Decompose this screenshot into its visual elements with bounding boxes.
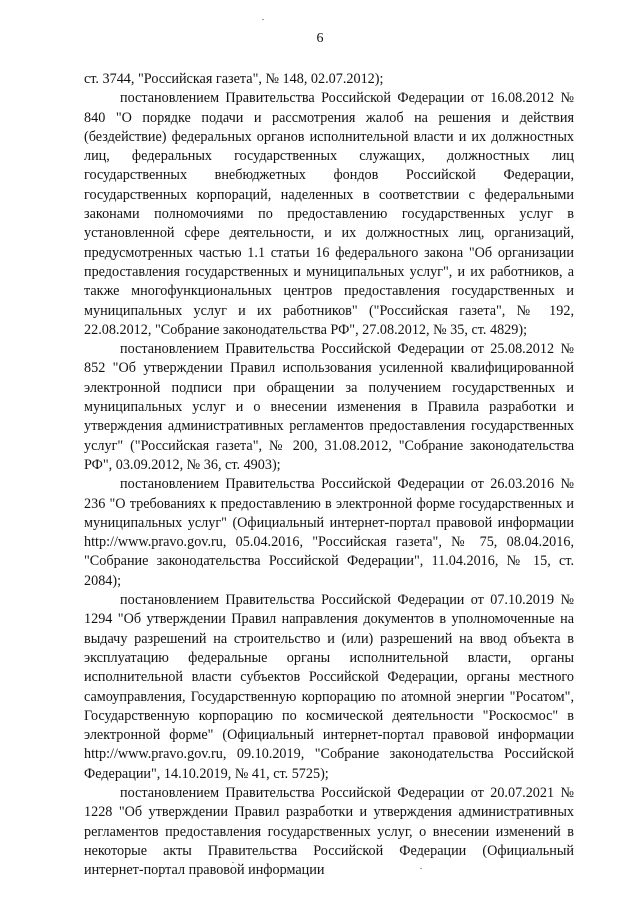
scan-speck	[262, 19, 264, 20]
document-body	[84, 70, 574, 880]
paragraph-resolution-236: постановлением Правительства Российской Федерации от 26.03.2016 № 236 "О требованиях к предоставлению в электронной форме государственных и муниципальных услуг" (Официальный интернет-портал правовой информации http://www.pravo.gov.ru, 05.04.2016, "Российская газета", № 75, 08.04.2016, "Собрание законодательства Российской Федерации", 11.04.2016, № 15, ст. 2084);	[84, 476, 574, 589]
page-number: 6	[316, 31, 324, 46]
paragraph-resolution-1228: постановлением Правительства Российской Федерации от 20.07.2021 № 1228 "Об утверждении Правил разработки и утверждения административных регламентов предоставления государственных услуг, о внесении изменений в некоторые акты Правительства Российской Федерации (Официальный интернет-портал правовой информации	[84, 784, 574, 879]
paragraph-resolution-840: постановлением Правительства Российской Федерации от 16.08.2012 № 840 "О порядке подачи и рассмотрения жалоб на решения и действия (бездействие) федеральных органов исполнительной власти и их должностных лиц, федеральных государственных служащих, должностных лиц государственных внебюджетных фондов Российской Федерации, государственных корпораций, наделенных в соответствии с федеральными законами полномочиями по предоставлению государственных услуг в установленной сфере деятельности, и их должностных лиц, организаций, предусмотренных частью 1.1 статьи 16 федерального закона "Об организации предоставления государственных и муниципальных услуг", и их работников, а также многофункциональных центров предоставления государственных и муниципальных услуг и их работников" ("Российская газета", № 192, 22.08.2012, "Собрание законодательства РФ", 27.08.2012, № 35, ст. 4829);	[84, 90, 574, 338]
paragraph-continuation: ст. 3744, "Российская газета", № 148, 02.07.2012);	[84, 71, 384, 87]
paragraph-resolution-852: постановлением Правительства Российской Федерации от 25.08.2012 № 852 "Об утверждении Правил использования усиленной квалифицированной электронной подписи при обращении за получением государственных и муниципальных услуг и о внесении изменения в Правила разработки и утверждения административных регламентов предоставления государственных услуг" ("Российская газета", № 200, 31.08.2012, "Собрание законодательства РФ", 03.09.2012, № 36, ст. 4903);	[84, 341, 574, 473]
paragraph-resolution-1294: постановлением Правительства Российской Федерации от 07.10.2019 № 1294 "Об утверждении Правил направления документов в уполномоченные на выдачу разрешений на строительство и (или) разрешений на ввод объекта в эксплуатацию федеральные органы исполнительной власти, органы исполнительной власти субъектов Российской Федерации, органы местного самоуправления, Государственную корпорацию по атомной энергии "Росатом", Государственную корпорацию по космической деятельности "Роскосмос" в электронной форме" (Официальный интернет-портал правовой информации http://www.pravo.gov.ru, 09.10.2019, "Собрание законодательства Российской Федерации", 14.10.2019, № 41, ст. 5725);	[84, 592, 574, 782]
